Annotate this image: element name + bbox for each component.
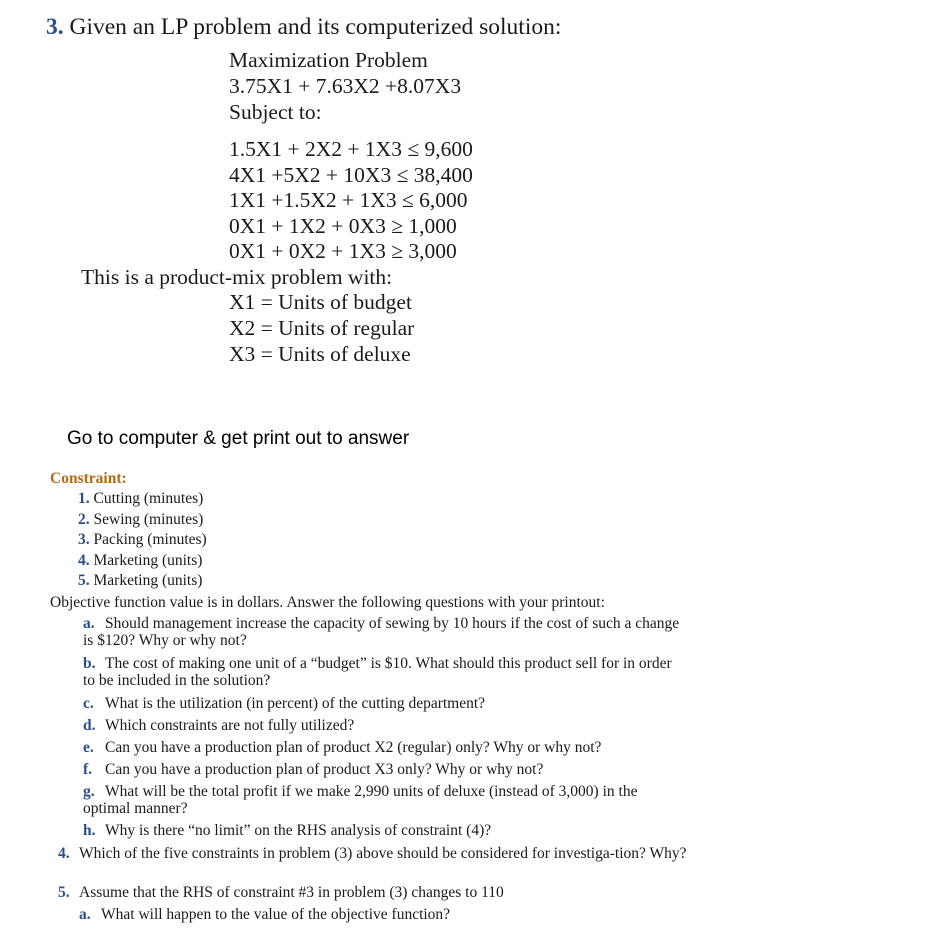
question-letter: h. bbox=[83, 822, 96, 839]
model-constraint: 1X1 +1.5X2 + 1X3 ≤ 6,000 bbox=[229, 188, 468, 212]
question-item bbox=[83, 783, 683, 817]
question-letter: d. bbox=[83, 717, 96, 734]
question-item bbox=[83, 739, 683, 756]
question-letter: a. bbox=[83, 615, 95, 632]
constraint-label: Marketing (units) bbox=[93, 572, 203, 589]
question-letter: c. bbox=[83, 695, 94, 712]
question-item bbox=[83, 655, 683, 689]
question-item bbox=[83, 761, 683, 778]
variable-definition: X2 = Units of regular bbox=[229, 316, 415, 340]
question-text: Should management increase the capacity of sewing by 10 hours if the cost of such a change is $120? Why or why not? bbox=[83, 615, 680, 649]
constraint-item bbox=[78, 552, 202, 570]
question-letter: g. bbox=[83, 783, 95, 800]
constraint-item bbox=[78, 511, 203, 529]
problem-5-text: Assume that the RHS of constraint #3 in problem (3) changes to 110 bbox=[79, 884, 504, 901]
constraint-item bbox=[78, 572, 202, 590]
constraint-number: 3. bbox=[78, 531, 90, 548]
problem-5 bbox=[58, 884, 678, 901]
constraint-item bbox=[78, 531, 207, 549]
constraint-label: Cutting (minutes) bbox=[93, 490, 204, 507]
question-text: Why is there “no limit” on the RHS analysis of constraint (4)? bbox=[105, 822, 492, 839]
model-constraint: 0X1 + 0X2 + 1X3 ≥ 3,000 bbox=[229, 239, 457, 263]
problem-4-text: Which of the five constraints in problem (3) above should be considered for investiga-tion? Why? bbox=[79, 845, 687, 862]
constraint-number: 1. bbox=[78, 490, 90, 507]
question-letter: f. bbox=[83, 761, 93, 778]
constraint-label: Marketing (units) bbox=[93, 552, 203, 569]
problem-4 bbox=[58, 845, 699, 862]
constraint-item bbox=[78, 490, 203, 508]
subject-to-label: Subject to: bbox=[229, 100, 322, 124]
model-constraint: 0X1 + 1X2 + 0X3 ≥ 1,000 bbox=[229, 214, 457, 238]
problem-3-title: Given an LP problem and its computerized solution: bbox=[69, 14, 562, 40]
question-text: Can you have a production plan of product X3 only? Why or why not? bbox=[105, 761, 544, 778]
question-item bbox=[83, 822, 683, 839]
objective-note: Objective function value is in dollars. Answer the following questions with your printout: bbox=[50, 594, 605, 611]
constraint-label: Sewing (minutes) bbox=[93, 511, 204, 528]
question-item bbox=[83, 615, 683, 649]
problem-5-number: 5. bbox=[58, 884, 70, 901]
question-letter: e. bbox=[83, 739, 94, 756]
question-item bbox=[83, 717, 683, 734]
question-letter: a. bbox=[79, 906, 91, 923]
problem-3-number: 3. bbox=[46, 14, 64, 40]
constraint-number: 4. bbox=[78, 552, 90, 569]
constraint-number: 2. bbox=[78, 511, 90, 528]
question-text: What will be the total profit if we make 2,990 units of deluxe (instead of 3,000) in the optimal manner? bbox=[83, 783, 638, 817]
question-letter: b. bbox=[83, 655, 96, 672]
problem-3-heading bbox=[46, 14, 561, 41]
question-text: What is the utilization (in percent) of the cutting department? bbox=[105, 695, 486, 712]
question-text: Can you have a production plan of product X2 (regular) only? Why or why not? bbox=[105, 739, 602, 756]
question-text: Which constraints are not fully utilized? bbox=[105, 717, 355, 734]
product-mix-intro: This is a product-mix problem with: bbox=[81, 265, 393, 289]
variable-definition: X3 = Units of deluxe bbox=[229, 342, 411, 366]
model-type: Maximization Problem bbox=[229, 48, 428, 72]
constraint-label: Packing (minutes) bbox=[93, 531, 207, 548]
model-constraint: 4X1 +5X2 + 10X3 ≤ 38,400 bbox=[229, 163, 473, 187]
objective-function: 3.75X1 + 7.63X2 +8.07X3 bbox=[229, 74, 462, 98]
problem-4-number: 4. bbox=[58, 845, 70, 862]
question-text: What will happen to the value of the objective function? bbox=[101, 906, 451, 923]
question-item bbox=[83, 695, 683, 712]
model-constraint: 1.5X1 + 2X2 + 1X3 ≤ 9,600 bbox=[229, 137, 473, 161]
instruction-text: Go to computer & get print out to answer bbox=[67, 428, 410, 449]
question-text: The cost of making one unit of a “budget” is $10. What should this product sell for in order to be included in the solution? bbox=[83, 655, 672, 689]
constraint-number: 5. bbox=[78, 572, 90, 589]
constraint-heading: Constraint: bbox=[50, 470, 127, 487]
variable-definition: X1 = Units of budget bbox=[229, 290, 412, 314]
problem-5-subquestion bbox=[79, 906, 679, 923]
